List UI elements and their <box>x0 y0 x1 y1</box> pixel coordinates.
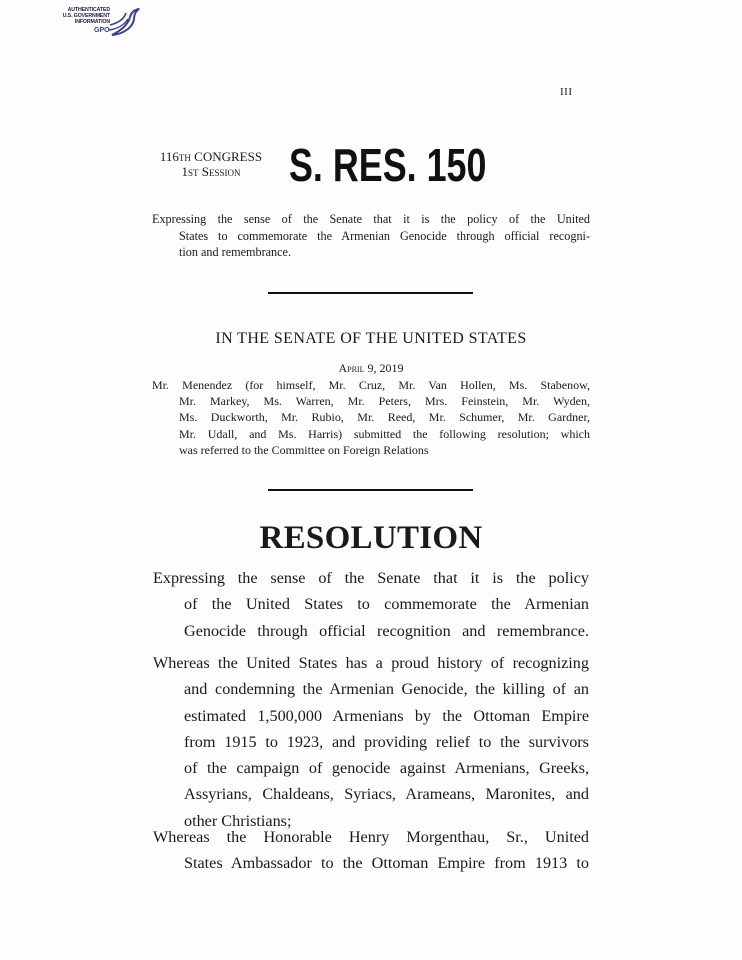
paragraph-line: of the campaign of genocide against Armenians, Greeks, <box>184 759 589 778</box>
paragraph-line: Whereas the Honorable Henry Morgenthau, Sr., United <box>153 828 589 846</box>
sponsors-line: Mr. Menendez (for himself, Mr. Cruz, Mr. Van Hollen, Ms. Stabenow, <box>152 378 590 392</box>
purpose-paragraph <box>153 565 589 644</box>
sponsors-line: Ms. Duckworth, Mr. Rubio, Mr. Reed, Mr. Schumer, Mr. Gardner, <box>179 410 590 425</box>
page-number: III <box>560 86 573 98</box>
chamber-heading: IN THE SENATE OF THE UNITED STATES <box>215 330 527 347</box>
eagle-icon <box>106 5 142 41</box>
paragraph-line: States Ambassador to the Ottoman Empire from 1913 to <box>184 854 589 873</box>
paragraph-line: and condemning the Armenian Genocide, the killing of an <box>184 680 589 699</box>
paragraph-line: Expressing the sense of the Senate that it is the policy <box>153 569 589 587</box>
sponsors-line: Mr. Markey, Ms. Warren, Mr. Peters, Mrs. Feinstein, Mr. Wyden, <box>179 394 590 409</box>
session: 1st Session <box>181 164 241 179</box>
logo-line: AUTHENTICATED <box>67 7 110 13</box>
introduced-date: April 9, 2019 <box>338 361 404 375</box>
logo-line: INFORMATION <box>74 19 110 25</box>
whereas-clause <box>153 824 589 877</box>
sponsors-line: was referred to the Committee on Foreign Relations <box>179 442 429 457</box>
resolution-number: S. RES. 150 <box>289 139 487 191</box>
document-title: RESOLUTION <box>259 520 483 556</box>
sponsors-statement <box>152 377 590 458</box>
short-title-line: Expressing the sense of the Senate that it is the policy of the United <box>152 212 590 226</box>
paragraph-line: estimated 1,500,000 Armenians by the Ottoman Empire <box>184 706 589 725</box>
paragraph-line: other Christians; <box>184 811 292 830</box>
paragraph-line: Assyrians, Chaldeans, Syriacs, Arameans, Maronites, and <box>184 785 589 804</box>
logo-gpo-text: GPO <box>94 27 110 34</box>
short-title-line: States to commemorate the Armenian Genocide through official recogni- <box>179 228 590 243</box>
whereas-clause <box>153 650 589 834</box>
paragraph-line: Whereas the United States has a proud history of recognizing <box>153 654 589 672</box>
logo-line: U.S. GOVERNMENT <box>62 13 110 19</box>
paragraph-line: of the United States to commemorate the Armenian <box>184 595 589 614</box>
congress-session <box>150 149 272 179</box>
paragraph-line: from 1915 to 1923, and providing relief to the survivors <box>184 732 589 751</box>
logo-text <box>30 7 110 25</box>
gpo-authentication-logo <box>30 3 142 45</box>
sponsors-line: Mr. Udall, and Ms. Harris) submitted the following resolution; which <box>179 426 590 441</box>
divider-rule <box>268 489 473 491</box>
paragraph-line: Genocide through official recognition and remembrance. <box>184 621 589 640</box>
short-title-line: tion and remembrance. <box>179 245 292 259</box>
divider-rule <box>268 292 473 294</box>
congress-number: 116th CONGRESS <box>159 149 263 164</box>
short-title <box>152 211 590 261</box>
